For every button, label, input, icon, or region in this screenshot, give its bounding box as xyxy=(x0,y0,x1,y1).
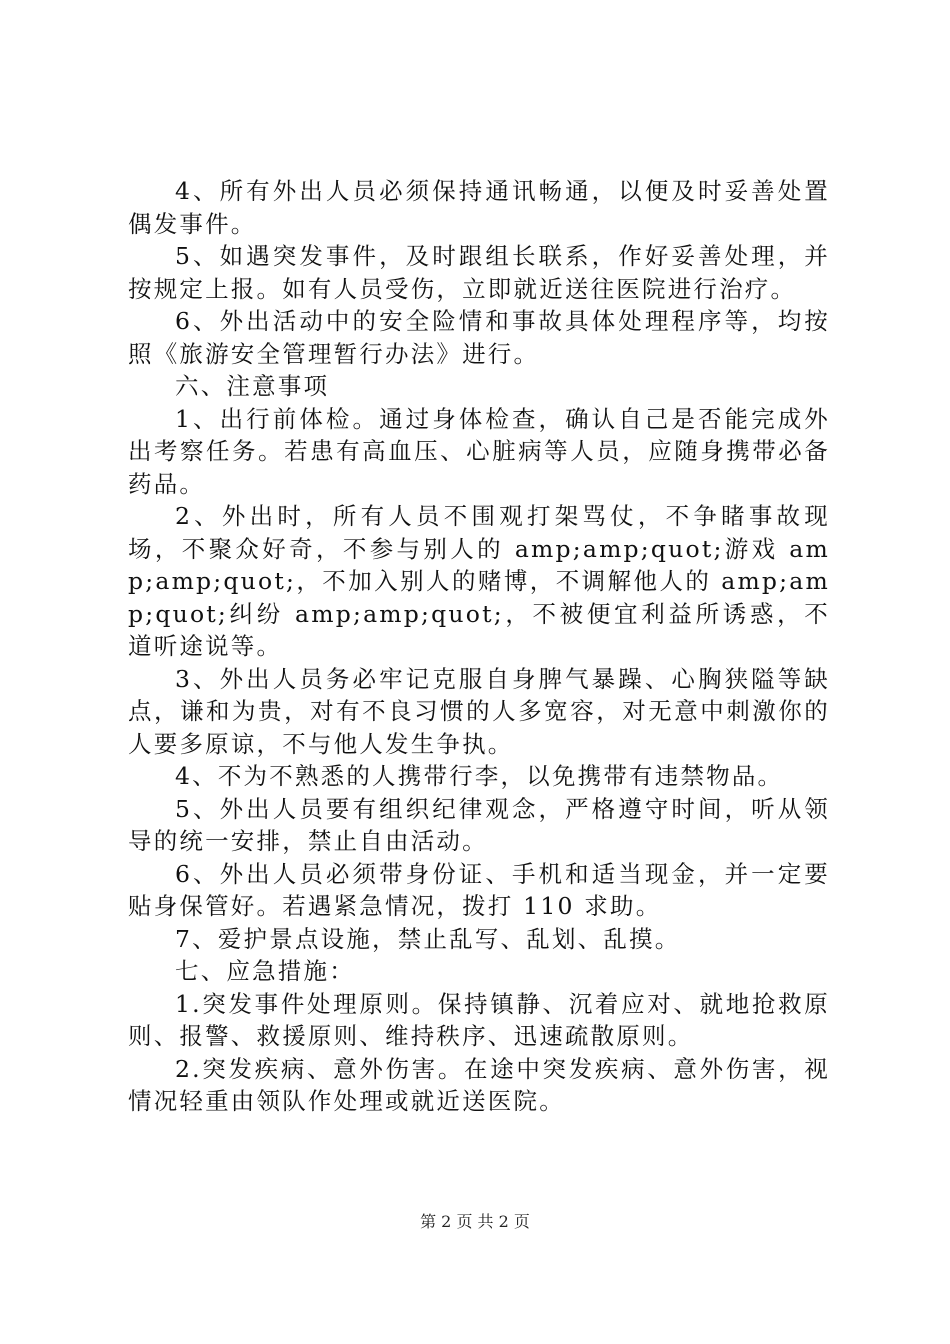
paragraph: 7、爱护景点设施，禁止乱写、乱划、乱摸。 xyxy=(175,924,681,953)
paragraph: 2.突发疾病、意外伤害。在途中突发疾病、意外伤害，视情况轻重由领队作处理或就近送医院。 xyxy=(128,1054,830,1115)
paragraph: 4、不为不熟悉的人携带行李，以免携带有违禁物品。 xyxy=(175,762,784,790)
paragraph: 3、外出人员务必牢记克服自身脾气暴躁、心胸狭隘等缺点，谦和为贵，对有不良习惯的人多宽容，对无意中刺激你的人要多原谅，不与他人发生争执。 xyxy=(128,664,830,758)
paragraph: 4、所有外出人员必须保持通讯畅通，以便及时妥善处置偶发事件。 xyxy=(128,177,830,238)
section-heading: 六、注意事项 xyxy=(175,372,330,400)
paragraph: 5、如遇突发事件，及时跟组长联系，作好妥善处理，并按规定上报。如有人员受伤，立即就近送往医院进行治疗。 xyxy=(128,242,830,303)
page-number-footer: 第 2 页 共 2 页 xyxy=(420,1212,530,1231)
paragraph: 5、外出人员要有组织纪律观念，严格遵守时间，听从领导的统一安排，禁止自由活动。 xyxy=(128,794,830,855)
document-body xyxy=(128,175,830,1118)
section-heading: 七、应急措施： xyxy=(175,957,355,985)
paragraph: 1.突发事件处理原则。保持镇静、沉着应对、就地抢救原则、报警、救援原则、维持秩序、迅速疏散原则。 xyxy=(128,989,830,1050)
paragraph: 6、外出活动中的安全险情和事故具体处理程序等，均按照《旅游安全管理暂行办法》进行。 xyxy=(128,307,830,368)
paragraph: 1、出行前体检。通过身体检查，确认自己是否能完成外出考察任务。若患有高血压、心脏病等人员，应随身携带必备药品。 xyxy=(128,404,830,498)
paragraph: 2、外出时，所有人员不围观打架骂仗，不争睹事故现场，不聚众好奇，不参与别人的 amp;amp;quot;游戏 amp;amp;quot;，不加入别人的赌博，不调解他人的 amp;amp;quot;纠纷 amp;amp;quot;，不被便宜利益所诱惑，不道听途说等。 xyxy=(128,502,830,660)
paragraph: 6、外出人员必须带身份证、手机和适当现金，并一定要贴身保管好。若遇紧急情况，拨打 110 求助。 xyxy=(128,859,830,920)
